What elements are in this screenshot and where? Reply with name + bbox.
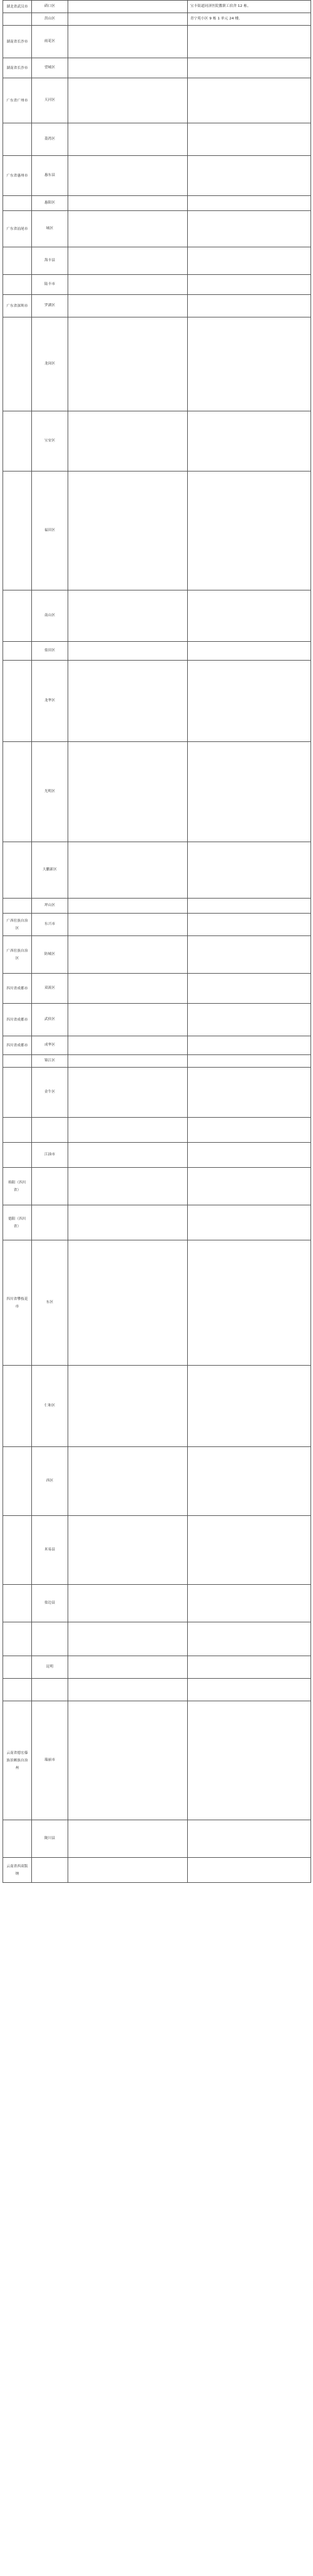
table-row bbox=[3, 1055, 311, 1068]
table-row bbox=[3, 1622, 311, 1656]
province-cell: 广东省深圳市 bbox=[3, 295, 32, 317]
province-cell bbox=[3, 123, 32, 156]
high-risk-area-cell bbox=[68, 1820, 188, 1858]
table-row bbox=[3, 1679, 311, 1701]
mid-risk-area-cell bbox=[188, 26, 311, 58]
province-cell: 四川省成都市 bbox=[3, 1004, 32, 1036]
mid-risk-area-cell bbox=[188, 1205, 311, 1240]
mid-risk-area-cell bbox=[188, 1143, 311, 1168]
district-cell bbox=[32, 1168, 68, 1205]
province-cell bbox=[3, 317, 32, 411]
district-cell: 盐边县 bbox=[32, 1585, 68, 1622]
high-risk-area-cell bbox=[68, 661, 188, 742]
mid-risk-area-cell bbox=[188, 742, 311, 842]
province-cell bbox=[3, 590, 32, 642]
high-risk-area-cell bbox=[68, 974, 188, 1004]
table-row bbox=[3, 1516, 311, 1585]
province-cell bbox=[3, 1118, 32, 1143]
province-cell bbox=[3, 247, 32, 275]
province-cell: 四川省成都市 bbox=[3, 974, 32, 1004]
mid-risk-area-cell bbox=[188, 590, 311, 642]
table-row bbox=[3, 123, 311, 156]
mid-risk-area-cell bbox=[188, 642, 311, 661]
province-cell bbox=[3, 1656, 32, 1679]
table-row bbox=[3, 317, 311, 411]
province-cell: 云南省西双版纳 bbox=[3, 1858, 32, 1883]
district-cell: 锦江区 bbox=[32, 1055, 68, 1068]
table-row bbox=[3, 275, 311, 295]
district-cell bbox=[32, 1622, 68, 1656]
table-row bbox=[3, 13, 311, 26]
province-cell: 四川省攀枝花市 bbox=[3, 1240, 32, 1366]
table-row bbox=[3, 196, 311, 211]
high-risk-area-cell bbox=[68, 1656, 188, 1679]
mid-risk-area-cell bbox=[188, 842, 311, 899]
district-cell: 成华区 bbox=[32, 1036, 68, 1055]
high-risk-area-cell bbox=[68, 1205, 188, 1240]
high-risk-area-cell bbox=[68, 642, 188, 661]
table-row bbox=[3, 295, 311, 317]
province-cell bbox=[3, 899, 32, 914]
high-risk-area-cell bbox=[68, 13, 188, 26]
table-row bbox=[3, 1820, 311, 1858]
table-row bbox=[3, 936, 311, 974]
mid-risk-area-cell bbox=[188, 1656, 311, 1679]
table-row bbox=[3, 247, 311, 275]
mid-risk-area-cell bbox=[188, 661, 311, 742]
table-row bbox=[3, 1858, 311, 1883]
province-cell bbox=[3, 471, 32, 590]
high-risk-area-cell bbox=[68, 317, 188, 411]
province-cell bbox=[3, 411, 32, 471]
high-risk-area-cell bbox=[68, 295, 188, 317]
mid-risk-area-cell bbox=[188, 1118, 311, 1143]
district-cell: 金牛区 bbox=[32, 1068, 68, 1118]
district-cell: 江油市 bbox=[32, 1143, 68, 1168]
high-risk-area-cell bbox=[68, 58, 188, 78]
table-row bbox=[3, 1366, 311, 1447]
table-row bbox=[3, 742, 311, 842]
mid-risk-area-cell bbox=[188, 1168, 311, 1205]
mid-risk-area-cell bbox=[188, 1701, 311, 1820]
province-cell: 广东省广州市 bbox=[3, 78, 32, 123]
province-cell: 四川省成都市 bbox=[3, 1036, 32, 1055]
district-cell: 大鹏新区 bbox=[32, 842, 68, 899]
district-cell: 宝安区 bbox=[32, 411, 68, 471]
mid-risk-area-cell: 宝丰街道同济医院教职工宿舍 12 栋。 bbox=[188, 1, 311, 13]
district-cell: 陆丰市 bbox=[32, 275, 68, 295]
high-risk-area-cell bbox=[68, 899, 188, 914]
table-row bbox=[3, 58, 311, 78]
district-cell: 洪山区 bbox=[32, 13, 68, 26]
district-cell bbox=[32, 1679, 68, 1701]
high-risk-area-cell bbox=[68, 1, 188, 13]
table-row bbox=[3, 211, 311, 247]
district-cell: 龙岗区 bbox=[32, 317, 68, 411]
district-cell: 天河区 bbox=[32, 78, 68, 123]
province-cell: 湖南省长沙市 bbox=[3, 58, 32, 78]
high-risk-area-cell bbox=[68, 123, 188, 156]
high-risk-area-cell bbox=[68, 411, 188, 471]
table-row bbox=[3, 471, 311, 590]
mid-risk-area-cell bbox=[188, 156, 311, 196]
table-row bbox=[3, 1, 311, 13]
district-cell: 荔湾区 bbox=[32, 123, 68, 156]
high-risk-area-cell bbox=[68, 1516, 188, 1585]
high-risk-area-cell bbox=[68, 842, 188, 899]
mid-risk-area-cell bbox=[188, 58, 311, 78]
high-risk-area-cell bbox=[68, 1447, 188, 1516]
province-cell bbox=[3, 196, 32, 211]
district-cell: 福田区 bbox=[32, 471, 68, 590]
high-risk-area-cell bbox=[68, 211, 188, 247]
mid-risk-area-cell bbox=[188, 1055, 311, 1068]
province-cell bbox=[3, 1585, 32, 1622]
mid-risk-area-cell bbox=[188, 211, 311, 247]
district-cell: 惠阳区 bbox=[32, 196, 68, 211]
mid-risk-area-cell bbox=[188, 936, 311, 974]
district-cell: 昆明 bbox=[32, 1656, 68, 1679]
high-risk-area-cell bbox=[68, 275, 188, 295]
high-risk-area-cell bbox=[68, 742, 188, 842]
high-risk-area-cell bbox=[68, 1055, 188, 1068]
high-risk-area-cell bbox=[68, 914, 188, 936]
province-cell: 云南省德宏傣族景颇族自治州 bbox=[3, 1701, 32, 1820]
district-cell bbox=[32, 1858, 68, 1883]
table-row bbox=[3, 1447, 311, 1516]
table-row bbox=[3, 1585, 311, 1622]
district-cell: 望城区 bbox=[32, 58, 68, 78]
mid-risk-area-cell bbox=[188, 1366, 311, 1447]
risk-area-table bbox=[3, 0, 311, 1883]
province-cell bbox=[3, 661, 32, 742]
table-row bbox=[3, 642, 311, 661]
district-cell: 光明区 bbox=[32, 742, 68, 842]
district-cell: 城区 bbox=[32, 211, 68, 247]
table-row bbox=[3, 78, 311, 123]
high-risk-area-cell bbox=[68, 471, 188, 590]
district-cell: 米易县 bbox=[32, 1516, 68, 1585]
district-cell: 瑞丽市 bbox=[32, 1701, 68, 1820]
high-risk-area-cell bbox=[68, 156, 188, 196]
district-cell: 武侯区 bbox=[32, 1004, 68, 1036]
province-cell: 广西壮族自治区 bbox=[3, 914, 32, 936]
table-row bbox=[3, 1068, 311, 1118]
table-row bbox=[3, 1240, 311, 1366]
table-row bbox=[3, 26, 311, 58]
table-row bbox=[3, 1168, 311, 1205]
mid-risk-area-cell bbox=[188, 275, 311, 295]
province-cell bbox=[3, 642, 32, 661]
table-row bbox=[3, 1036, 311, 1055]
mid-risk-area-cell bbox=[188, 1622, 311, 1656]
province-cell bbox=[3, 1622, 32, 1656]
high-risk-area-cell bbox=[68, 247, 188, 275]
district-cell: 盐田区 bbox=[32, 642, 68, 661]
mid-risk-area-cell bbox=[188, 1585, 311, 1622]
province-cell bbox=[3, 842, 32, 899]
mid-risk-area-cell bbox=[188, 78, 311, 123]
province-cell: 广东省惠州市 bbox=[3, 156, 32, 196]
mid-risk-area-cell bbox=[188, 1679, 311, 1701]
province-cell: 湖北省武汉市 bbox=[3, 1, 32, 13]
table-row bbox=[3, 974, 311, 1004]
high-risk-area-cell bbox=[68, 1068, 188, 1118]
high-risk-area-cell bbox=[68, 1585, 188, 1622]
mid-risk-area-cell: 青宁苑小区 9 栋 1 单元 24 楼。 bbox=[188, 13, 311, 26]
mid-risk-area-cell bbox=[188, 317, 311, 411]
mid-risk-area-cell bbox=[188, 974, 311, 1004]
table-row bbox=[3, 590, 311, 642]
high-risk-area-cell bbox=[68, 78, 188, 123]
high-risk-area-cell bbox=[68, 1679, 188, 1701]
high-risk-area-cell bbox=[68, 1036, 188, 1055]
province-cell: 绵阳（四川省） bbox=[3, 1168, 32, 1205]
province-cell bbox=[3, 1366, 32, 1447]
high-risk-area-cell bbox=[68, 1168, 188, 1205]
mid-risk-area-cell bbox=[188, 914, 311, 936]
mid-risk-area-cell bbox=[188, 196, 311, 211]
district-cell: 双流区 bbox=[32, 974, 68, 1004]
high-risk-area-cell bbox=[68, 1240, 188, 1366]
risk-area-table-body bbox=[3, 1, 311, 1883]
province-cell: 德阳（四川省） bbox=[3, 1205, 32, 1240]
district-cell: 硚口区 bbox=[32, 1, 68, 13]
high-risk-area-cell bbox=[68, 1118, 188, 1143]
mid-risk-area-cell bbox=[188, 1858, 311, 1883]
district-cell: 海丰县 bbox=[32, 247, 68, 275]
province-cell bbox=[3, 13, 32, 26]
district-cell bbox=[32, 1205, 68, 1240]
district-cell: 南山区 bbox=[32, 590, 68, 642]
high-risk-area-cell bbox=[68, 1004, 188, 1036]
province-cell bbox=[3, 1820, 32, 1858]
mid-risk-area-cell bbox=[188, 899, 311, 914]
district-cell: 东兴市 bbox=[32, 914, 68, 936]
province-cell: 湖南省长沙市 bbox=[3, 26, 32, 58]
high-risk-area-cell bbox=[68, 196, 188, 211]
table-row bbox=[3, 1656, 311, 1679]
district-cell: 龙华区 bbox=[32, 661, 68, 742]
high-risk-area-cell bbox=[68, 1143, 188, 1168]
district-cell: 仁和区 bbox=[32, 1366, 68, 1447]
table-row bbox=[3, 1701, 311, 1820]
district-cell: 雨花区 bbox=[32, 26, 68, 58]
mid-risk-area-cell bbox=[188, 123, 311, 156]
province-cell: 广东省汕尾市 bbox=[3, 211, 32, 247]
district-cell: 东区 bbox=[32, 1240, 68, 1366]
mid-risk-area-cell bbox=[188, 1068, 311, 1118]
mid-risk-area-cell bbox=[188, 1036, 311, 1055]
table-row bbox=[3, 661, 311, 742]
mid-risk-area-cell bbox=[188, 471, 311, 590]
mid-risk-area-cell bbox=[188, 411, 311, 471]
table-row bbox=[3, 1004, 311, 1036]
district-cell bbox=[32, 1118, 68, 1143]
mid-risk-area-cell bbox=[188, 1820, 311, 1858]
risk-area-document bbox=[3, 0, 310, 1883]
province-cell bbox=[3, 742, 32, 842]
table-row bbox=[3, 156, 311, 196]
table-row bbox=[3, 842, 311, 899]
district-cell: 陇川县 bbox=[32, 1820, 68, 1858]
district-cell: 坪山区 bbox=[32, 899, 68, 914]
high-risk-area-cell bbox=[68, 1701, 188, 1820]
province-cell bbox=[3, 1055, 32, 1068]
province-cell: 广西壮族自治区 bbox=[3, 936, 32, 974]
mid-risk-area-cell bbox=[188, 1004, 311, 1036]
table-row bbox=[3, 1143, 311, 1168]
province-cell bbox=[3, 1143, 32, 1168]
high-risk-area-cell bbox=[68, 1858, 188, 1883]
mid-risk-area-cell bbox=[188, 1240, 311, 1366]
province-cell bbox=[3, 1447, 32, 1516]
high-risk-area-cell bbox=[68, 1622, 188, 1656]
mid-risk-area-cell bbox=[188, 1447, 311, 1516]
table-row bbox=[3, 411, 311, 471]
district-cell: 罗湖区 bbox=[32, 295, 68, 317]
high-risk-area-cell bbox=[68, 1366, 188, 1447]
province-cell bbox=[3, 1516, 32, 1585]
high-risk-area-cell bbox=[68, 590, 188, 642]
mid-risk-area-cell bbox=[188, 1516, 311, 1585]
table-row bbox=[3, 1205, 311, 1240]
page-bottom-margin bbox=[0, 2530, 313, 2576]
table-row bbox=[3, 914, 311, 936]
mid-risk-area-cell bbox=[188, 295, 311, 317]
table-row bbox=[3, 1118, 311, 1143]
district-cell: 防城区 bbox=[32, 936, 68, 974]
province-cell bbox=[3, 1679, 32, 1701]
table-row bbox=[3, 899, 311, 914]
high-risk-area-cell bbox=[68, 26, 188, 58]
high-risk-area-cell bbox=[68, 936, 188, 974]
district-cell: 西区 bbox=[32, 1447, 68, 1516]
province-cell bbox=[3, 275, 32, 295]
mid-risk-area-cell bbox=[188, 247, 311, 275]
province-cell bbox=[3, 1068, 32, 1118]
district-cell: 惠东县 bbox=[32, 156, 68, 196]
